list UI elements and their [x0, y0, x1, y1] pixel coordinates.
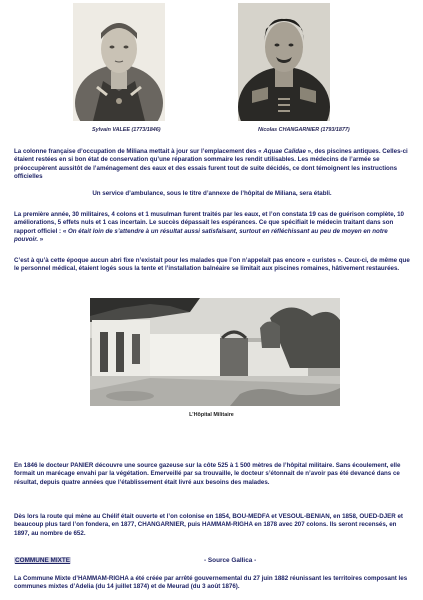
paragraph-commune-mixte: La Commune Mixte d’HAMMAM-RIGHA a été créée par arrêté gouvernemental du 27 juin 1882 réunissant les territoires composant les communes mixtes d’Adelia (du 14 juillet 1874) et de Meurad (du 3 août 1876). [14, 575, 408, 591]
paragraph-curistes: C’est à qu’à cette époque aucun abri fixe n’existait pour les malades que l’on n’appelait pas encore « curistes ». Ceux-ci, de même que le personnel médical, étaient logés sous la tente et l’installation balnéaire se limitait aux piscines romaines, hâtivement restaurées. [14, 257, 410, 273]
paragraph-text: » [38, 236, 44, 244]
paragraph-text: La colonne française d’occupation de Miliana mettait à jour sur l’emplacement des « [14, 148, 264, 155]
section-heading [14, 557, 410, 567]
paragraph-colonisation: Dès lors la route qui mène au Chélif était ouverte et l’on colonise en 1854, BOU-MEDFA et VESOUL-BENIAN, en 1858, OUED-DJER et beaucoup plus tard l’on fondera, en 1877, CHANGARNIER, puis HAMMAM-RIGHA en 1878 avec 207 colons. Ils seront recensés, en 1897, au nombre de 652. [14, 513, 403, 537]
section-title: COMMUNE MIXTE [15, 557, 71, 564]
portrait-changarnier-caption: Nicolas CHANGARNIER (1793/1877) [258, 127, 350, 133]
portrait-valee-image [73, 3, 165, 121]
portrait-changarnier-image [238, 3, 330, 121]
hopital-militaire-photo [90, 298, 340, 406]
photo-caption: L’Hôpital Militaire [189, 412, 234, 418]
paragraph-text: La première année, 30 militaires, 4 colons et 1 musulman furent traités par les eaux, et l’on constata 19 cas de guérison complète, 10 améliorations, 5 effets nuls et 1 cas incertain. Le succès dépassait les espérances. Ce que spécifiait le médecin traitant dans son rapport officiel : « [14, 211, 404, 235]
paragraph-italic-text: Aquae Calidae [263, 148, 306, 155]
section-source: - Source Gallica - [204, 557, 257, 564]
paragraph-docteur-panier: En 1846 le docteur PANIER découvre une source gazeuse sur la côte 525 à 1 500 mètres de l’hôpital militaire. Sans écoulement, elle formait un marécage envahi par la végétation. Emerveillé par sa trouvaille, le docteur s’étonnait de n’avoir pas été devancé dans ce résultat, depuis quatre années que l’établissement était livré aux besoins des malades. [14, 462, 401, 486]
portrait-valee-caption: Sylvain VALEE (1773/1846) [92, 127, 161, 133]
paragraph-text: », des piscines antiques. Celles-ci étaient restées en si bon état de conservation qu’une réparation sommaire les rendit utilisables. Les médecins de l’armée se préoccupèrent aussitôt de l’aménagement des eaux et des essais furent tout de suite décidés, ce dont témoignent les instructions officielles [14, 148, 408, 181]
paragraph-quote-text: On était loin de s’attendre à un résultat aussi satisfaisant, surtout en réfléchissant au peu de moyen en notre pouvoir. [14, 227, 388, 244]
paragraph-ambulance: Un service d’ambulance, sous le titre d’annexe de l’hôpital de Miliana, sera établi. [92, 190, 332, 197]
paragraph-aquae-calidae [14, 148, 410, 182]
paragraph-first-year [14, 211, 410, 245]
